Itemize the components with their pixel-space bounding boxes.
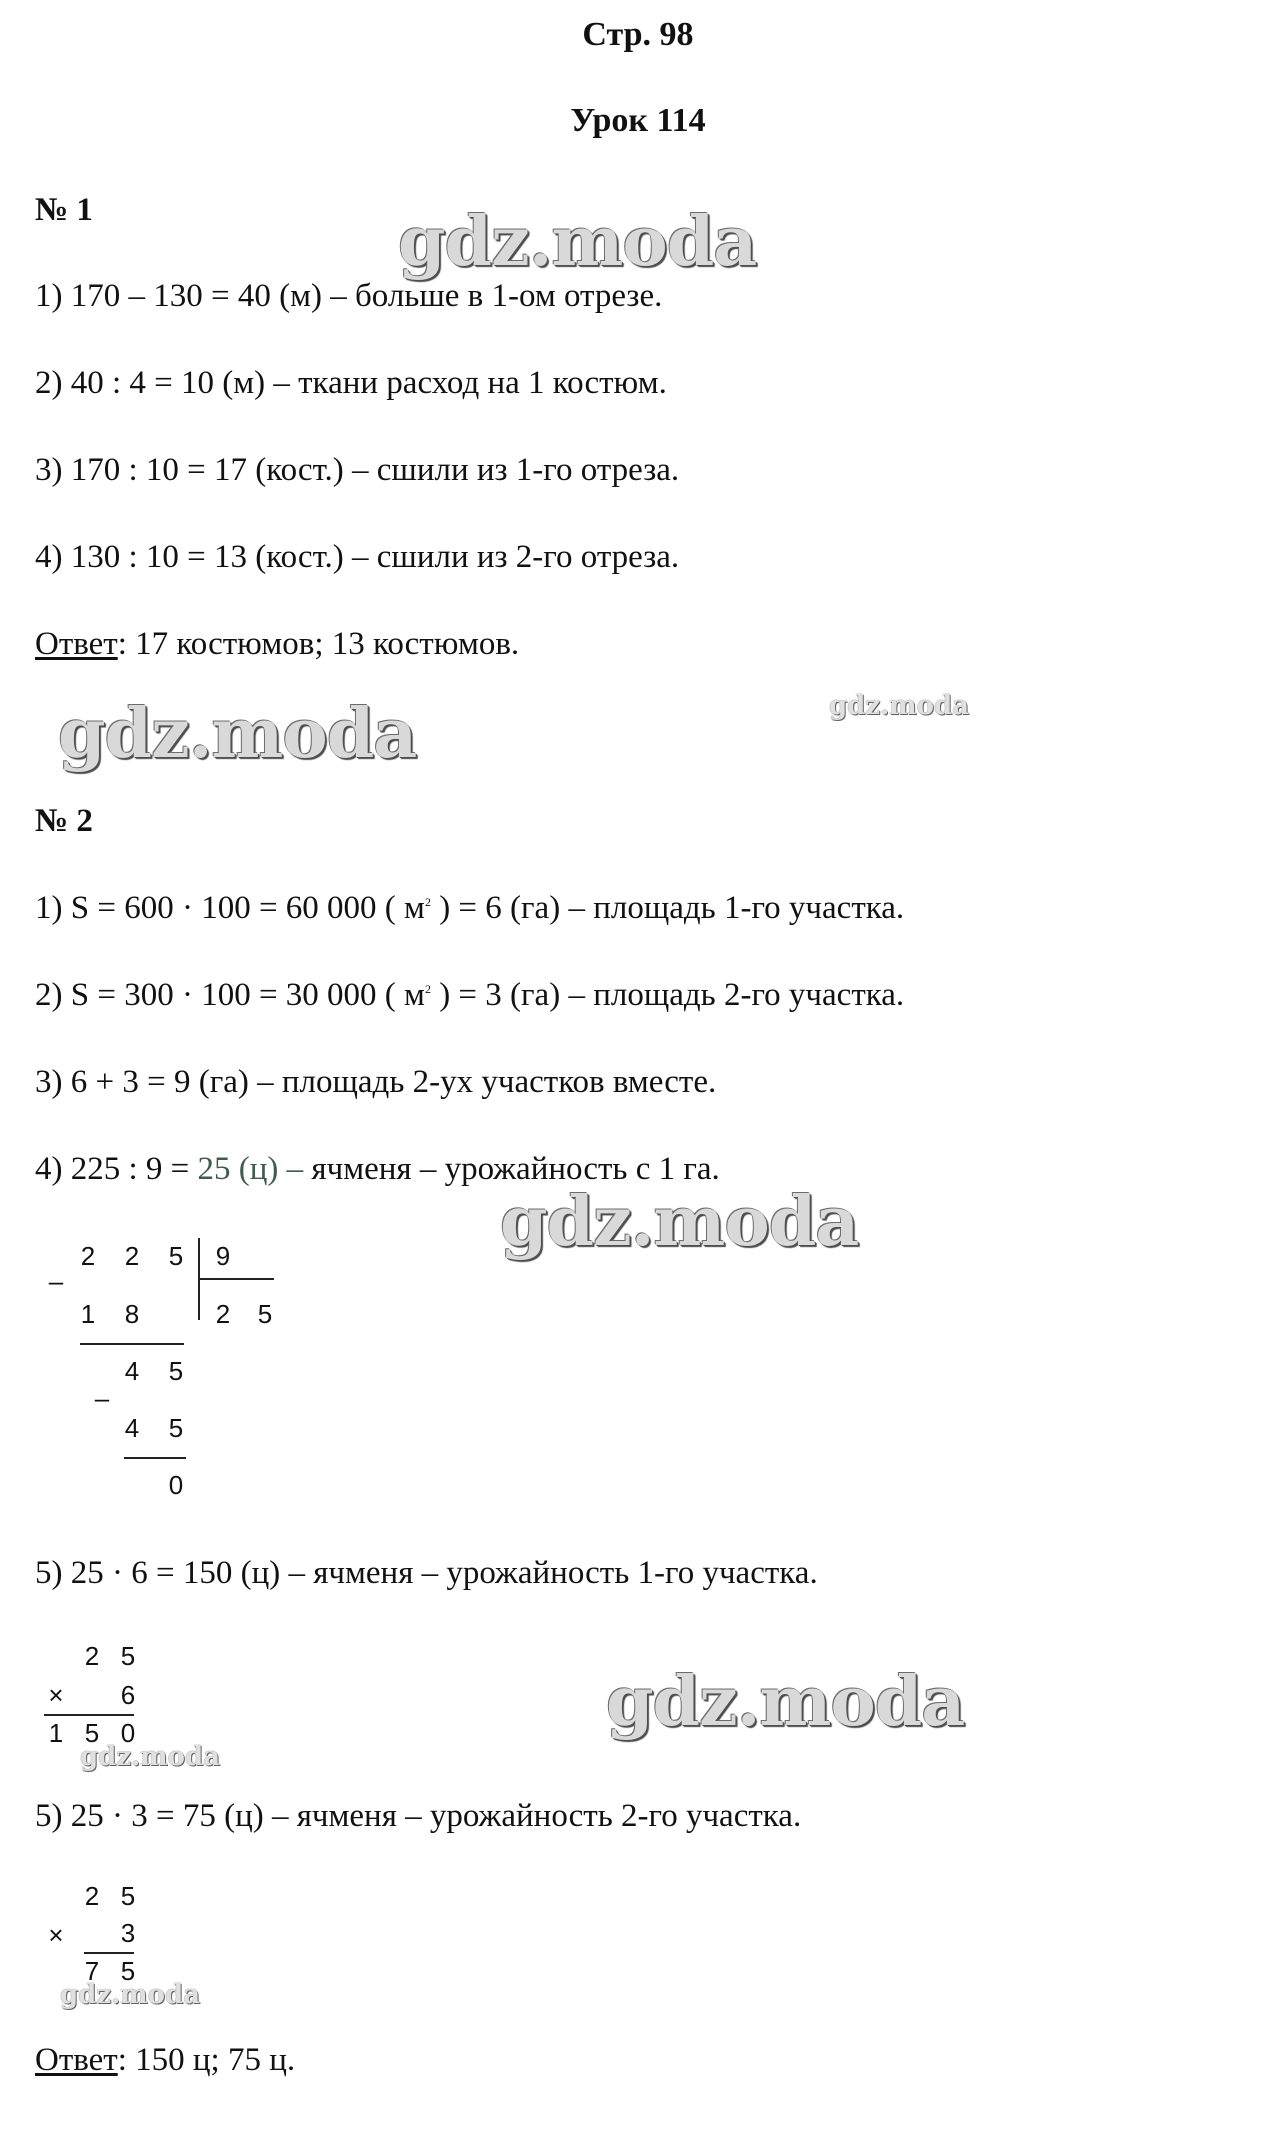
lesson-title: Урок 114 (570, 102, 706, 139)
watermark: gdz.moda (500, 1182, 859, 1262)
dividend-digit: 2 (80, 1241, 96, 1271)
multiplication-line (84, 1952, 134, 1954)
step-1-part-a: 1) S = 600 · 100 = 60 000 ( м (35, 890, 425, 926)
subtrahend-digit: 4 (124, 1413, 140, 1443)
task-1-step-3: 3) 170 : 10 = 17 (кост.) – сшили из 1-го отреза. (35, 452, 680, 488)
factor-digit: 2 (84, 1881, 100, 1911)
watermark: gdz.moda (398, 202, 757, 282)
answer-label: Ответ (35, 626, 118, 662)
task-1-step-4: 4) 130 : 10 = 13 (кост.) – сшили из 2-го отреза. (35, 539, 680, 575)
factor-digit: 5 (120, 1641, 136, 1671)
times-sign: × (48, 1920, 64, 1950)
task-2-step-1 (35, 892, 904, 925)
task-2-number: № 2 (35, 803, 93, 839)
task-1-step-1: 1) 170 – 130 = 40 (м) – больше в 1-ом отрезе. (35, 278, 663, 314)
step-4-part-a: 4) 225 : 9 = (35, 1151, 198, 1187)
task-1-step-2: 2) 40 : 4 = 10 (м) – ткани расход на 1 костюм. (35, 365, 667, 401)
watermark: gdz.moda (829, 691, 970, 721)
product-digit: 7 (84, 1956, 100, 1986)
step-4-part-c: ячменя – урожайность с 1 га. (303, 1151, 720, 1187)
remainder-digit: 4 (124, 1356, 140, 1386)
step-2-part-b: ) = 3 (га) – площадь 2-го участка. (430, 977, 905, 1013)
divisor: 9 (215, 1241, 231, 1271)
multiplication-line (44, 1714, 134, 1716)
factor-digit: 3 (120, 1918, 136, 1948)
minus-sign: – (94, 1383, 110, 1413)
watermark: gdz.moda (58, 694, 417, 774)
task-1-number: № 1 (35, 192, 93, 228)
answer-label: Ответ (35, 2042, 118, 2078)
step-1-part-b: ) = 6 (га) – площадь 1-го участка. (430, 890, 905, 926)
step-1-superscript: 2 (424, 895, 431, 909)
page-number: Стр. 98 (582, 16, 694, 53)
task-2-step-3: 3) 6 + 3 = 9 (га) – площадь 2-ух участков вместе. (35, 1064, 717, 1100)
subtraction-line (80, 1343, 184, 1345)
factor-digit: 6 (120, 1680, 136, 1710)
final-remainder: 0 (168, 1470, 184, 1500)
factor-digit: 5 (120, 1881, 136, 1911)
minus-sign: – (48, 1266, 64, 1296)
division-horizontal-line (198, 1278, 274, 1280)
quotient-digit: 2 (215, 1299, 231, 1329)
task-2-answer (35, 2044, 295, 2077)
watermark: gdz.moda (80, 1742, 221, 1772)
step-2-part-a: 2) S = 300 · 100 = 30 000 ( м (35, 977, 425, 1013)
dividend-digit: 2 (124, 1241, 140, 1271)
task-2-step-5: 5) 25 · 6 = 150 (ц) – ячменя – урожайность 1-го участка. (35, 1555, 818, 1591)
watermark: gdz.moda (606, 1662, 965, 1742)
task-2-step-2 (35, 979, 904, 1012)
subtraction-line (124, 1457, 186, 1459)
step-4-part-b: 25 (ц) – (197, 1151, 304, 1187)
quotient-digit: 5 (257, 1299, 273, 1329)
product-digit: 5 (120, 1956, 136, 1986)
answer-text: : 150 ц; 75 ц. (117, 2042, 296, 2078)
remainder-digit: 5 (168, 1356, 184, 1386)
task-2-step-6: 5) 25 · 3 = 75 (ц) – ячменя – урожайность 2-го участка. (35, 1798, 802, 1834)
dividend-digit: 5 (168, 1241, 184, 1271)
subtrahend-digit: 5 (168, 1413, 184, 1443)
step-2-superscript: 2 (424, 982, 431, 996)
subtrahend-digit: 1 (80, 1299, 96, 1329)
factor-digit: 2 (84, 1641, 100, 1671)
product-digit: 0 (120, 1718, 136, 1748)
subtrahend-digit: 8 (124, 1299, 140, 1329)
product-digit: 5 (84, 1718, 100, 1748)
answer-text: : 17 костюмов; 13 костюмов. (117, 626, 520, 662)
watermark: gdz.moda (60, 1980, 201, 2010)
task-1-answer (35, 628, 519, 661)
times-sign: × (48, 1680, 64, 1710)
product-digit: 1 (48, 1718, 64, 1748)
